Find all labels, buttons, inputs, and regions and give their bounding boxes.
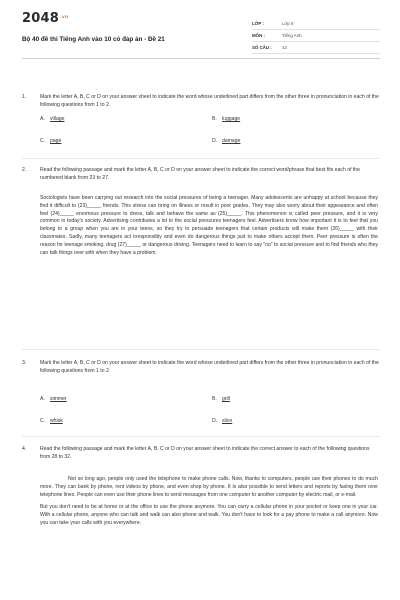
option-letter: A. bbox=[40, 116, 45, 122]
question-number: 1. bbox=[22, 94, 27, 100]
question-prompt: Mark the letter A, B, C or D on your answer sheet to indicate the word whose underlined part differs from the other three in pronunciation in each of the following questions from 1 to 2. bbox=[40, 94, 379, 108]
option-word: luggage bbox=[222, 116, 241, 122]
passage-paragraph: Not so long ago, people only used the telephone to make phone calls. Now, thanks to computers, people use their phones to do much more. They can bank by phone, rent videos by phone, and even shop by phone. It is also possible to send letters and reports by faxing them over telephone lines. People can even use their phone lines to send messages from one computer to another computer by electric mail, or e-mail. bbox=[40, 476, 378, 498]
option-a[interactable] bbox=[40, 396, 67, 404]
question-1 bbox=[22, 94, 380, 152]
option-word: village bbox=[50, 116, 65, 122]
brand-suffix: .vn bbox=[59, 15, 69, 20]
meta-label: SỐ CÂU : bbox=[252, 44, 272, 50]
meta-row-count bbox=[252, 42, 380, 54]
option-c[interactable] bbox=[40, 418, 63, 426]
question-number: 4. bbox=[22, 446, 27, 452]
reading-passage bbox=[40, 195, 378, 262]
option-word: slice bbox=[222, 418, 233, 424]
question-prompt: Read the following passage and mark the letter A, B, C or D on your answer sheet to indicate the correct answer to each of the following questions from 28 to 32. bbox=[40, 446, 370, 460]
question-number: 2. bbox=[22, 167, 27, 173]
option-word: page bbox=[50, 138, 62, 144]
meta-value: Tiếng Anh bbox=[282, 32, 302, 38]
option-d[interactable] bbox=[212, 138, 240, 146]
exam-meta bbox=[252, 18, 380, 54]
question-4 bbox=[22, 446, 380, 466]
question-divider bbox=[22, 349, 380, 350]
option-a[interactable] bbox=[40, 116, 64, 124]
exam-title: Bộ 40 đề thi Tiếng Anh vào 10 có đáp án - Đề 21 bbox=[22, 36, 165, 43]
option-d[interactable] bbox=[212, 418, 232, 426]
option-word: whisk bbox=[50, 418, 63, 424]
question-number: 3. bbox=[22, 360, 27, 366]
header-divider bbox=[22, 58, 380, 59]
option-c[interactable] bbox=[40, 138, 61, 146]
brand-text: 2048 bbox=[22, 11, 59, 26]
meta-label: MÔN : bbox=[252, 32, 265, 38]
option-word: simmer bbox=[50, 396, 67, 402]
meta-row-class bbox=[252, 18, 380, 30]
question-prompt: Read the following passage and mark the letter A, B, C or D on your answer sheet to indicate the correct word/phrase that best fits each of the numbered blank from 23 to 27. bbox=[40, 167, 360, 181]
option-word: grill bbox=[222, 396, 230, 402]
passage-paragraph: But you don't need to be at home or at the office to use the phone anymore. You can carry a cellular phone in your pocket or keep one in your car. With a cellular phone, anyone who can talk and walk can also phone and walk. You don't have to look for a pay phone to make a call anymore. Now you can take your calls with you everywhere. bbox=[40, 504, 378, 526]
reading-passage bbox=[40, 476, 378, 533]
brand-logo[interactable] bbox=[22, 11, 69, 26]
page-header bbox=[22, 11, 380, 62]
question-2 bbox=[22, 167, 380, 187]
option-letter: B. bbox=[212, 116, 217, 122]
meta-row-subject bbox=[252, 30, 380, 42]
answer-options bbox=[40, 396, 380, 426]
question-3 bbox=[22, 360, 380, 430]
option-word: damage bbox=[222, 138, 241, 144]
meta-value: Lớp 9 bbox=[282, 20, 294, 26]
option-letter: C. bbox=[40, 138, 46, 144]
option-b[interactable] bbox=[212, 396, 230, 404]
option-b[interactable] bbox=[212, 116, 240, 124]
option-letter: D. bbox=[212, 138, 218, 144]
question-prompt: Mark the letter A, B, C or D on your answer sheet to indicate the word whose underlined part differs from the other three in pronunciation in each of the following questions from 1 to 2. bbox=[40, 360, 379, 374]
option-letter: B. bbox=[212, 396, 217, 402]
question-divider bbox=[22, 436, 380, 437]
meta-label: LỚP : bbox=[252, 20, 264, 26]
option-letter: A. bbox=[40, 396, 45, 402]
meta-value: 42 bbox=[282, 44, 287, 50]
passage-paragraph: Sociologists have been carrying out research into the social pressures of being a teenager. Many adolescents are unhappy at school because they find it difficult to (23)_____ friends. This stress can bring on illness or result in poor grades. They may also worry about their appearance and often feel (24)_____ enormous pressure to dress, talk and behave the same as (25)_____. This phenomenon is called peer pressure, and it is very common in today's society. Advertising contributes a lot to the social pressures teenagers feel. Advertisers know how important it is to feel that you belong to a group when you are in your teens, so they try to persuade teenagers that certain products will make them (26)_____ with their classmates. Sadly, many teenagers act irresponsibly and even do dangerous things just to make others accept them. Peer pressure is often the reason for teenage smoking, drug (27)_____ or dangerous driving. Teenagers need to learn to say "no" to social pressure and to find friends who they can talk things over with when they have a problem. bbox=[40, 195, 378, 256]
answer-options bbox=[40, 116, 380, 146]
question-divider bbox=[22, 158, 380, 159]
option-letter: D. bbox=[212, 418, 218, 424]
option-letter: C. bbox=[40, 418, 46, 424]
